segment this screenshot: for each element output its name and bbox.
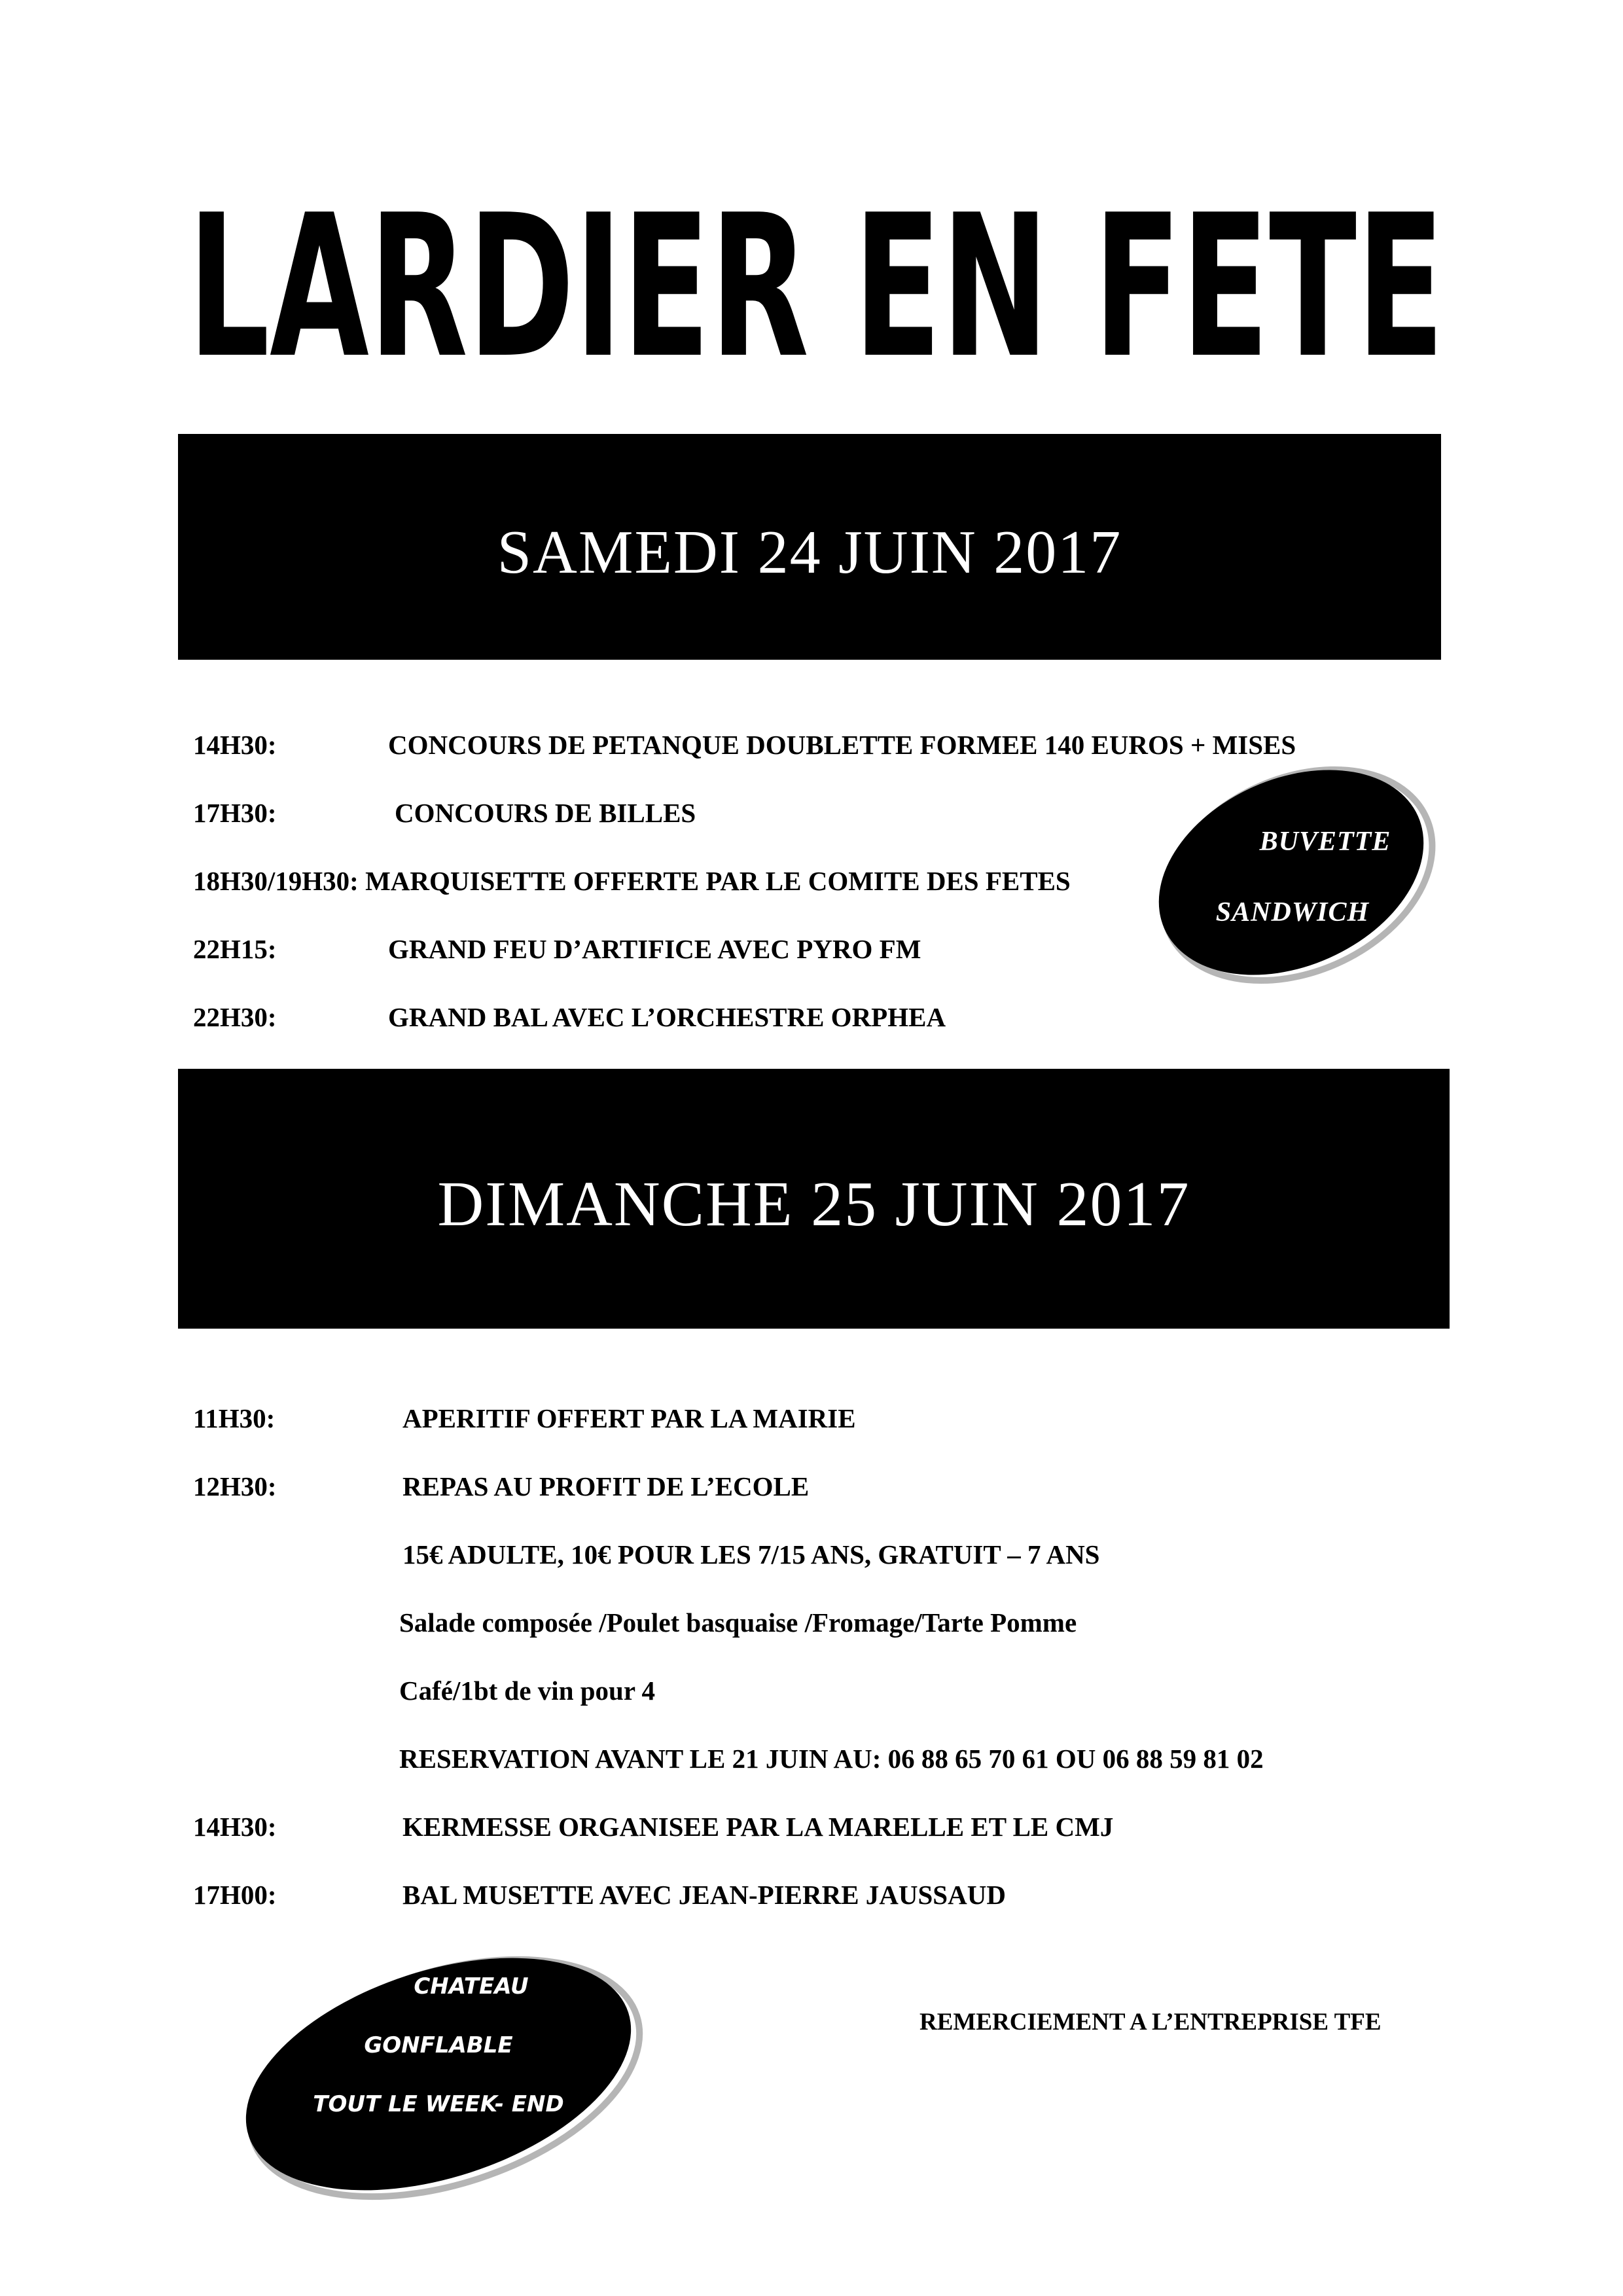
saturday-time-2: 17H30: (193, 798, 277, 828)
saturday-heading: SAMEDI 24 JUIN 2017 (497, 518, 1122, 586)
saturday-event-3: 18H30/19H30: MARQUISETTE OFFERTE PAR LE COMITE DES FETES (193, 866, 1071, 896)
sunday-prices: 15€ ADULTE, 10€ POUR LES 7/15 ANS, GRATUIT – 7 ANS (402, 1539, 1100, 1570)
buvette-badge (1139, 769, 1446, 985)
sunday-menu: Salade composée /Poulet basquaise /Fromage/Tarte Pomme (399, 1607, 1077, 1638)
chateau-label: CHATEAU (414, 1973, 529, 2000)
saturday-time-1: 14H30: (193, 730, 277, 760)
saturday-event-4: GRAND FEU D’ARTIFICE AVEC PYRO FM (388, 934, 921, 964)
sunday-time-2: 12H30: (193, 1471, 277, 1501)
sunday-event-2: REPAS AU PROFIT DE L’ECOLE (402, 1471, 810, 1501)
sandwich-label: SANDWICH (1215, 897, 1370, 927)
sunday-event-7: KERMESSE ORGANISEE PAR LA MARELLE ET LE CMJ (402, 1812, 1114, 1842)
saturday-time-4: 22H15: (193, 934, 277, 964)
thanks-note: REMERCIEMENT A L’ENTREPRISE TFE (919, 2009, 1382, 2036)
sunday-event-1: APERITIF OFFERT PAR LA MAIRIE (402, 1403, 856, 1433)
chateau-badge (223, 1954, 654, 2199)
gonflable-label: GONFLABLE (364, 2032, 513, 2058)
saturday-time-5: 22H30: (193, 1002, 277, 1032)
sunday-drinks: Café/1bt de vin pour 4 (399, 1676, 656, 1706)
sunday-reservation: RESERVATION AVANT LE 21 JUIN AU: 06 88 65 70 61 OU 06 88 59 81 02 (399, 1744, 1264, 1774)
weekend-label: TOUT LE WEEK- END (313, 2091, 564, 2117)
poster-title-text: LARDIER EN FETE (188, 183, 1444, 393)
saturday-event-5: GRAND BAL AVEC L’ORCHESTRE ORPHEA (388, 1002, 946, 1032)
sunday-heading: DIMANCHE 25 JUIN 2017 (437, 1168, 1190, 1240)
buvette-label: BUVETTE (1259, 827, 1391, 857)
poster-title (187, 183, 1446, 393)
saturday-banner (178, 434, 1441, 660)
sunday-time-1: 11H30: (193, 1403, 276, 1433)
sunday-time-8: 17H00: (193, 1880, 277, 1910)
saturday-event-2: CONCOURS DE BILLES (395, 798, 696, 828)
sunday-event-8: BAL MUSETTE AVEC JEAN-PIERRE JAUSSAUD (402, 1880, 1006, 1910)
sunday-time-7: 14H30: (193, 1812, 277, 1842)
saturday-event-1: CONCOURS DE PETANQUE DOUBLETTE FORMEE 140 EUROS + MISES (388, 730, 1296, 760)
sunday-banner (178, 1069, 1450, 1329)
